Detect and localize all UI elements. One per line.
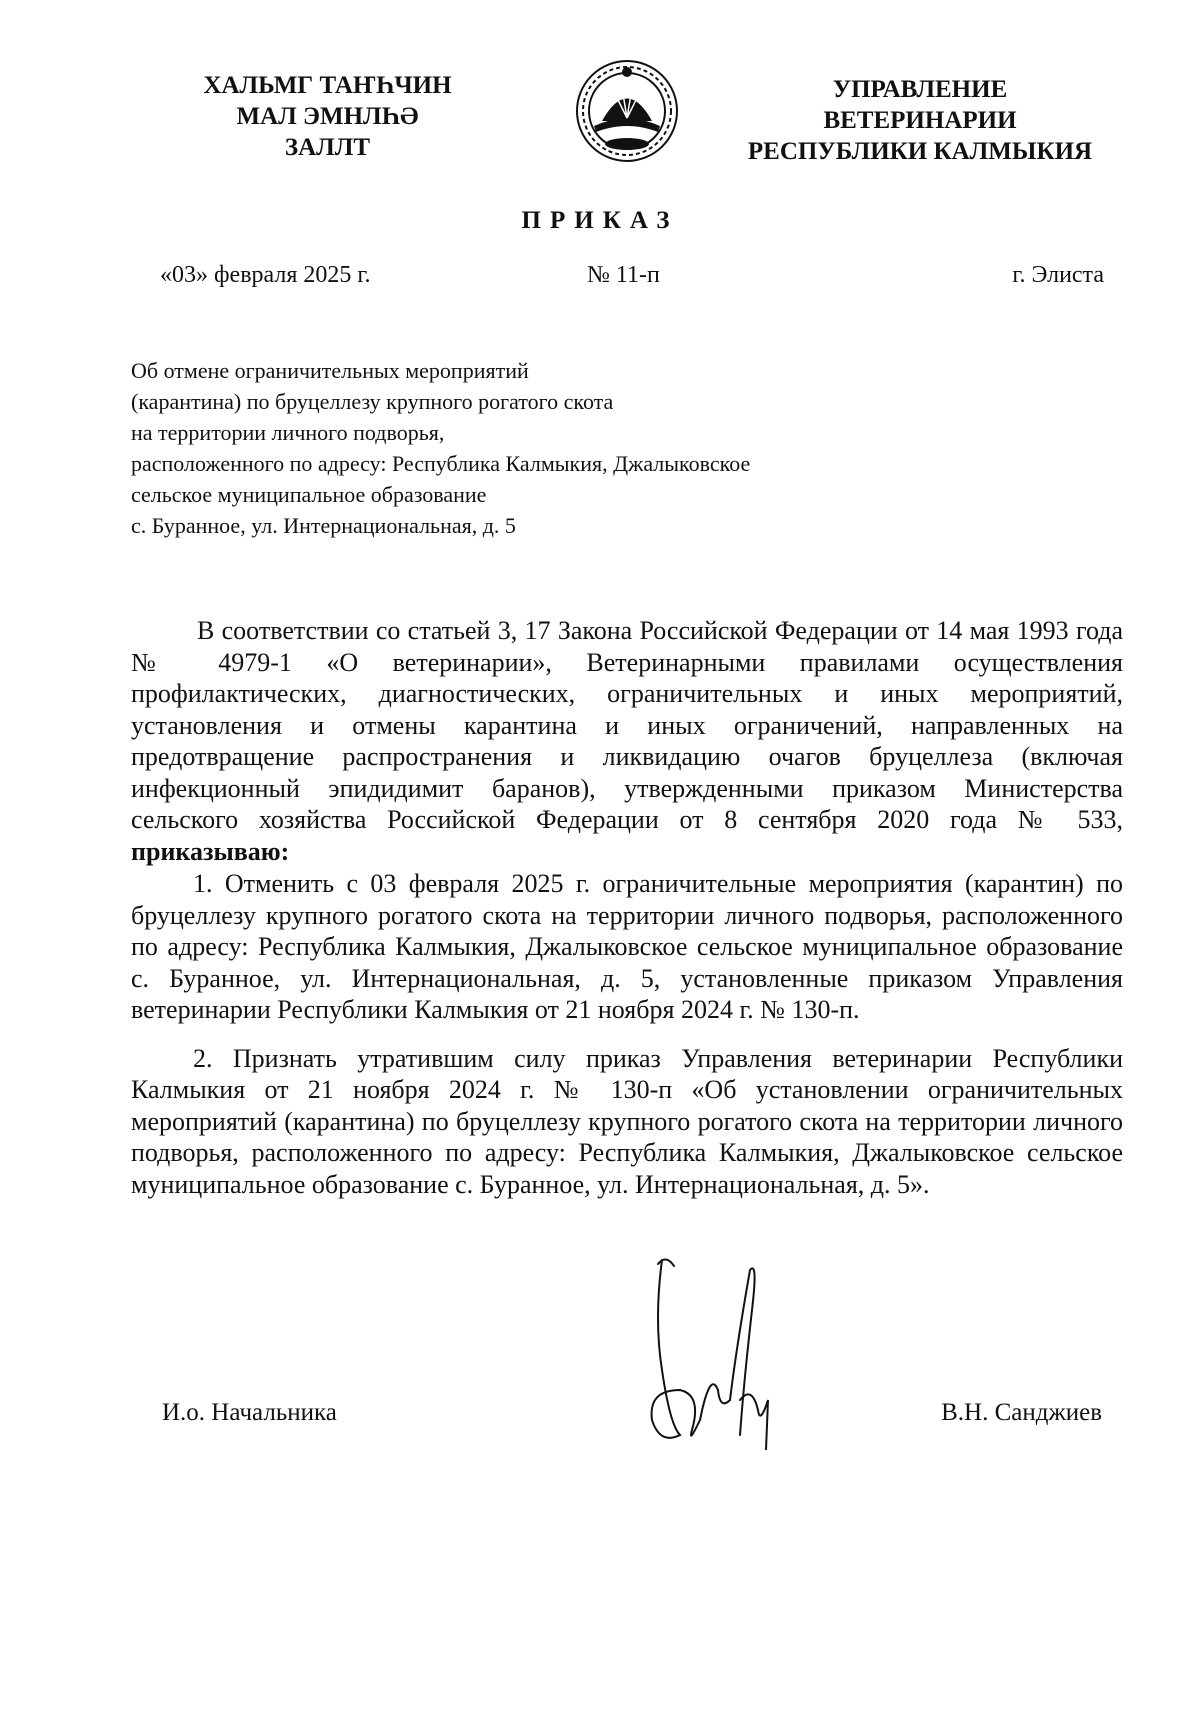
subject-line: на территории личного подворья, <box>131 420 445 445</box>
order-date: «03» февраля 2025 г. <box>160 262 371 288</box>
header-right-line: УПРАВЛЕНИЕ <box>832 76 1008 103</box>
header-right-line: ВЕТЕРИНАРИИ <box>823 107 1017 134</box>
header-left-line: ЗАЛЛТ <box>284 134 371 161</box>
preamble-text: В соответствии со статьей 3, 17 Закона Российской Федерации от 14 мая 1993 года № 4979-1 «О ветеринарии», Ветеринарными правилами осуществления профилактических, диагностических, ограничительных и иных мероприятий, установления и отмены карантина и иных ограничений, направленных на предотвращение распространения и ликвидацию очагов бруцеллеза (включая инфекционный эпидидимит баранов), утвержденными приказом Министерства сельского хозяйства Российской Федерации от 8 сентября 2020 года № 533, <box>131 616 1123 834</box>
header-left-kalmyk <box>195 70 460 163</box>
preamble-paragraph <box>131 615 1123 867</box>
subject-line: сельское муниципальное образование <box>131 482 487 507</box>
subject-line: с. Буранное, ул. Интернациональная, д. 5 <box>131 513 516 538</box>
header-left-line: ХАЛЬМГ ТАҤҺЧИН <box>203 72 452 99</box>
order-item <box>131 868 1123 1026</box>
signatory-name: В.Н. Санджиев <box>941 1399 1102 1426</box>
order-number: № 11-п <box>587 262 660 288</box>
header-right-russian <box>740 74 1100 167</box>
item-number: 1. <box>193 869 213 898</box>
kalmykia-coat-of-arms-icon <box>572 56 682 166</box>
header-left-line: МАЛ ЭМНЛҺӘ <box>236 103 419 130</box>
document-title: ПРИКАЗ <box>521 207 679 234</box>
order-body <box>131 615 1123 1200</box>
handwritten-signature-icon <box>640 1250 800 1450</box>
order-item <box>131 1043 1123 1201</box>
order-subject <box>131 355 851 541</box>
signatory-position: И.о. Начальника <box>162 1399 337 1426</box>
subject-line: Об отмене ограничительных мероприятий <box>131 358 529 383</box>
order-word: приказываю: <box>131 836 290 866</box>
item-number: 2. <box>193 1043 213 1073</box>
subject-line: (карантина) по бруцеллезу крупного рогатого скота <box>131 389 614 414</box>
header-right-line: РЕСПУБЛИКИ КАЛМЫКИЯ <box>747 138 1093 165</box>
subject-line: расположенного по адресу: Республика Калмыкия, Джалыковское <box>131 451 751 476</box>
item-text: Признать утратившим силу приказ Управления ветеринарии Республики Калмыкия от 21 ноября 2024 г. № 130-п «Об установлении ограничительных мероприятий (карантина) по бруцеллезу крупного рогатого скота на территории личного подворья, расположенного по адресу: Республика Калмыкия, Джалыковское сельское муниципальное образование с. Буранное, ул. Интернациональная, д. 5». <box>131 1043 1123 1199</box>
order-city: г. Элиста <box>1012 262 1104 288</box>
item-text: Отменить с 03 февраля 2025 г. ограничительные мероприятия (карантин) по бруцеллезу крупного рогатого скота на территории личного подворья, расположенного по адресу: Республика Калмыкия, Джалыковское сельское муниципальное образование с. Буранное, ул. Интернациональная, д. 5, установленные приказом Управления ветеринарии Республики Калмыкия от 21 ноября 2024 г. № 130-п. <box>131 869 1124 1024</box>
